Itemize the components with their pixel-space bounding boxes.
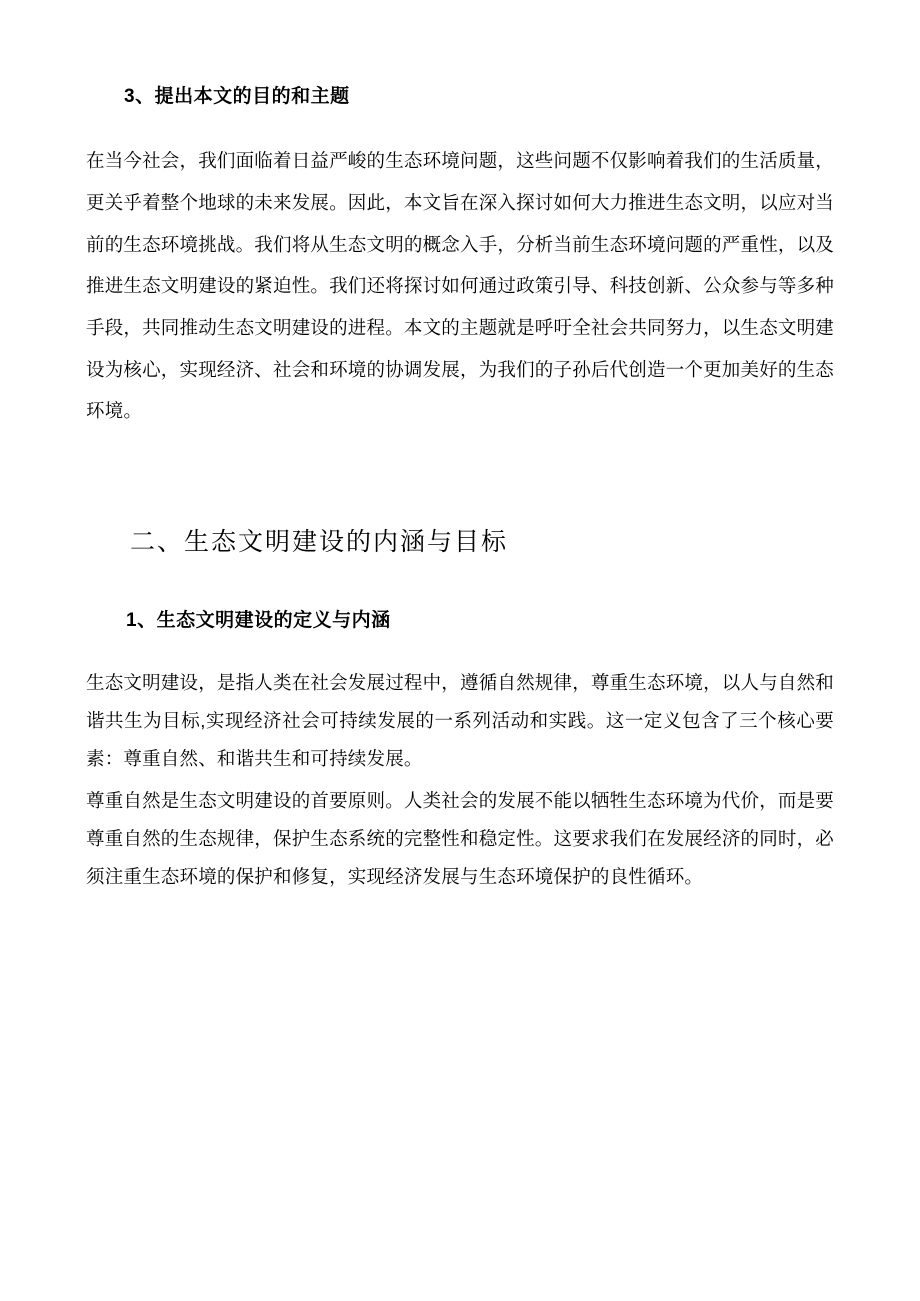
document-body — [86, 82, 834, 896]
paragraph-definition-first: 生态文明建设，是指人类在社会发展过程中，遵循自然规律，尊重生态环境，以人与自然和谐共生为目标,实现经济社会可持续发展的一系列活动和实践。这一定义包含了三个核心要素：尊重自然、和谐共生和可持续发展。 — [86, 672, 835, 769]
paragraph-purpose: 在当今社会，我们面临着日益严峻的生态环境问题，这些问题不仅影响着我们的生活质量，更关乎着整个地球的未来发展。因此，本文旨在深入探讨如何大力推进生态文明，以应对当前的生态环境挑战。我们将从生态文明的概念入手，分析当前生态环境问题的严重性，以及推进生态文明建设的紧迫性。我们还将探讨如何通过政策引导、科技创新、公众参与等多种手段，共同推动生态文明建设的进程。本文的主题就是呼吁全社会共同努力，以生态文明建设为核心，实现经济、社会和环境的协调发展，为我们的子孙后代创造一个更加美好的生态环境。 — [86, 150, 835, 422]
section-spacer — [86, 450, 834, 464]
heading-definition: 1、生态文明建设的定义与内涵 — [126, 609, 391, 631]
heading-section-two: 二、生态文明建设的内涵与目标 — [130, 527, 509, 556]
heading-purpose-and-theme: 3、提出本文的目的和主题 — [124, 86, 350, 107]
paragraph-definition-second: 尊重自然是生态文明建设的首要原则。人类社会的发展不能以牺牲生态环境为代价，而是要尊重自然的生态规律，保护生态系统的完整性和稳定性。这要求我们在发展经济的同时，必须注重生态环境的保护和修复，实现经济发展与生态环境保护的良性循环。 — [86, 789, 835, 887]
